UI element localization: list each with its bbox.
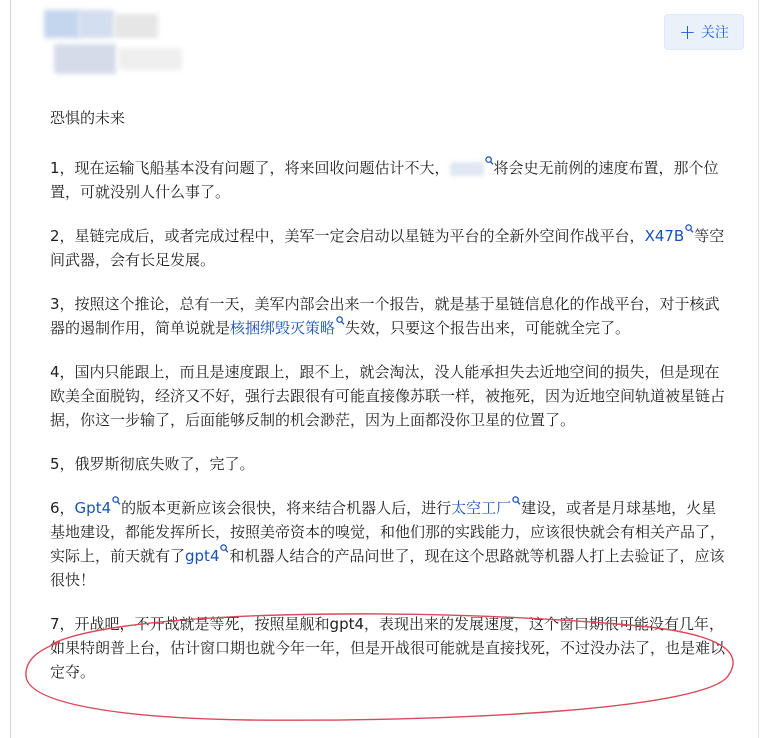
search-icon[interactable] <box>112 496 121 506</box>
left-border <box>10 0 11 738</box>
plus-icon: + <box>679 20 696 44</box>
p3-text-b: 失效，只要这个报告出来，可能就全完了。 <box>345 319 631 337</box>
p6-text-a: 6， <box>50 499 75 517</box>
paragraph-5: 5，俄罗斯彻底失败了，完了。 <box>50 455 255 473</box>
search-icon[interactable] <box>685 224 694 234</box>
follow-button[interactable] <box>664 14 744 50</box>
p1-text-a: 1，现在运输飞船基本没有问题了，将来回收问题估计不大， <box>50 159 450 177</box>
search-icon[interactable] <box>512 496 521 506</box>
blurred-author-meta-2 <box>118 48 182 70</box>
p6-text-b: 的版本更新应该会很快，将来结合机器人后，进行 <box>121 499 452 517</box>
paragraph-4: 4，国内只能跟上，而且是速度跟上，跟不上，就会淘汰，没人能承担失去近地空间的损失，但是现在欧美全面脱钩，经济又不好，强行去跟很有可能直接像苏联一样，被拖死，因为近地空间轨道被星链占据，你这一步输了，后面能够反制的机会渺茫，因为上面都没你卫星的位置了。 <box>50 363 726 429</box>
p2-text-b: 等空间武器，会有长足发展。 <box>50 227 725 269</box>
blurred-author-name <box>114 14 158 38</box>
space-factory-link[interactable]: 太空工厂 <box>451 499 512 517</box>
author-header <box>0 0 762 110</box>
article-title: 恐惧的未来 <box>50 109 126 127</box>
blurred-avatar <box>44 10 80 38</box>
p2-text-a: 2，星链完成后，或者完成过程中，美军一定会启动以星链为平台的全新外空间作战平台， <box>50 227 645 245</box>
p6-text-c: 建设，或者是月球基地，火星基地建设，都能发挥所长，按照美帝资本的嗅觉，和他们那的实践能力，应该很快就会有相关产品了，实际上，前天就有了 <box>50 499 726 565</box>
gpt4-link[interactable]: Gpt4 <box>74 499 112 517</box>
blurred-link[interactable] <box>450 162 484 176</box>
search-icon[interactable] <box>485 156 494 166</box>
article-body <box>50 106 730 704</box>
p1-text-b: 将会史无前例的速度布置，那个位置，可就没别人什么事了。 <box>50 159 719 201</box>
paragraph-1 <box>50 156 730 204</box>
right-border <box>758 0 759 738</box>
paragraph-3 <box>50 292 730 340</box>
paragraph-6 <box>50 496 730 592</box>
paragraph-2 <box>50 224 730 272</box>
p6-text-d: 和机器人结合的产品问世了，现在这个思路就等机器人打上去验证了，应该很快！ <box>50 547 725 589</box>
paragraph-7: 7，开战吧，不开战就是等死，按照星舰和gpt4，表现出来的发展速度，这个窗口期很可能没有几年，如果特朗普上台，估计窗口期也就今年一年，但是开战很可能就是直接找死，不过没办法了，也是难以定夺。 <box>50 615 726 681</box>
p3-text-a: 3，按照这个推论，总有一天，美军内部会出来一个报告，就是基于星链信息化的作战平台，对于核武器的遏制作用，简单说就是 <box>50 295 720 337</box>
blurred-author-meta <box>54 44 116 74</box>
blurred-avatar-part <box>78 10 114 38</box>
gpt4-link-2[interactable]: gpt4 <box>185 547 220 565</box>
nuclear-strategy-link[interactable]: 核捆绑毁灭策略 <box>230 319 336 337</box>
search-icon[interactable] <box>336 316 345 326</box>
follow-label: 关注 <box>700 25 729 41</box>
x47b-link[interactable]: X47B <box>644 227 685 245</box>
